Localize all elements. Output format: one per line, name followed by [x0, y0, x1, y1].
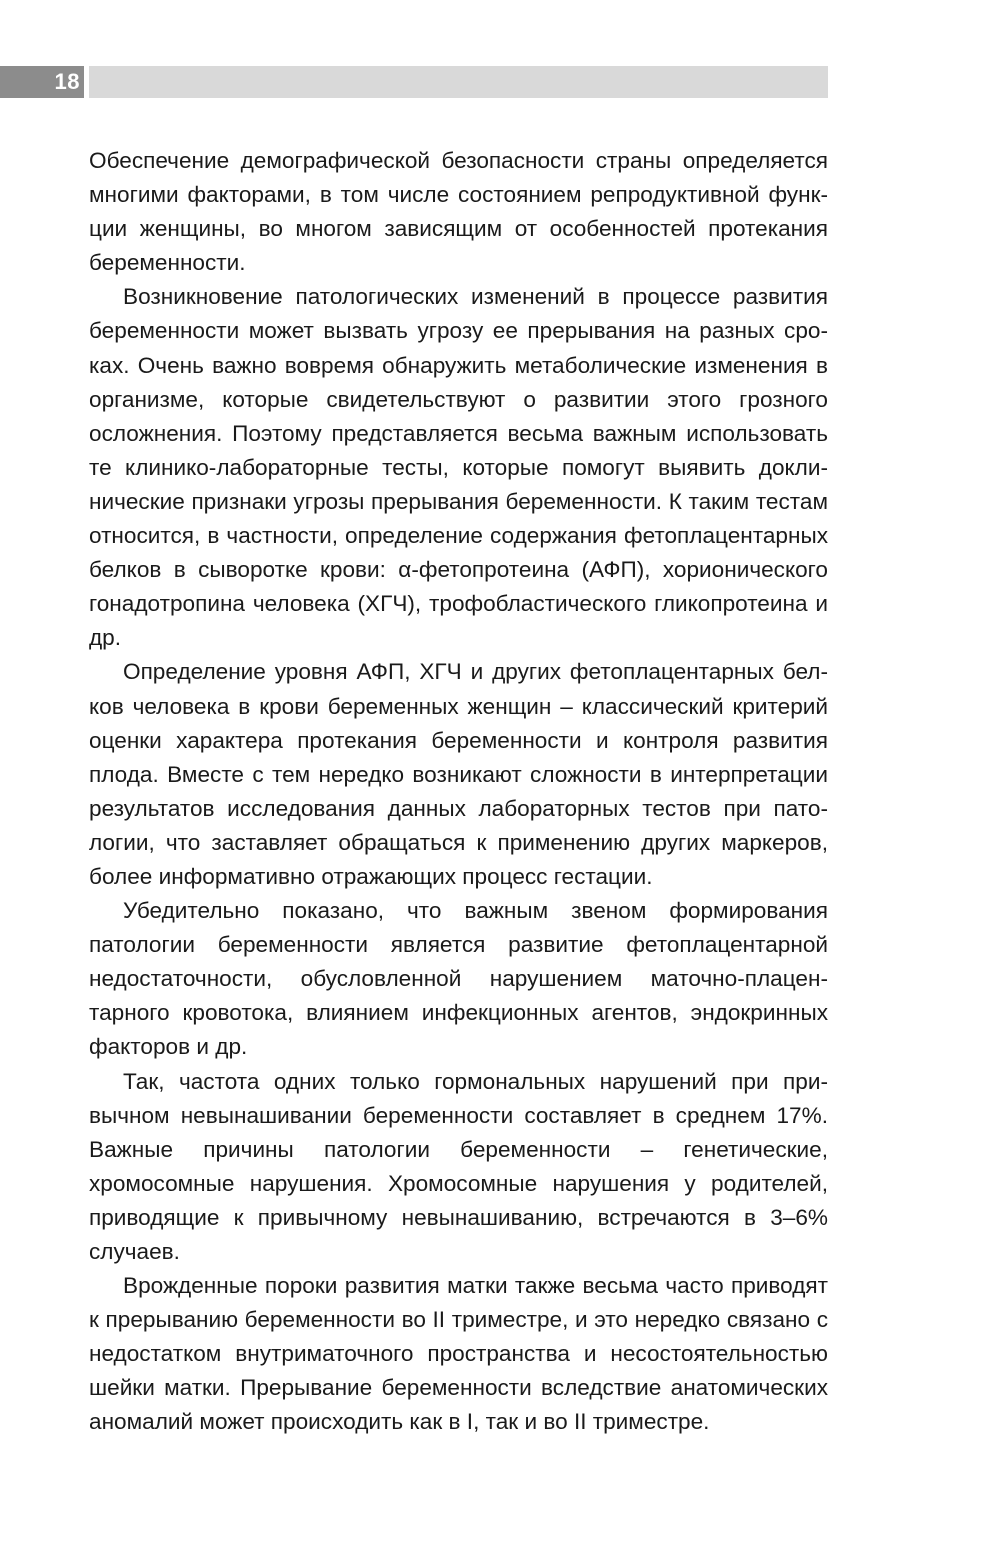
paragraph-6: Врожденные пороки развития матки также весьма часто приводят к прерыванию беременности во II триместре, и это нередко связано с недостатком внутриматочного пространства и несостоятельностью шейки матки. Прерывание беременности вследствие анатомических аномалий может происходить как в I, так и во II триместре. — [89, 1273, 828, 1435]
paragraph-2: Возникновение патологических изменений в процессе развития беременности может вызвать угрозу ее прерывания на разных сроках. Очень важно вовремя обнаружить метаболические изменения в организме, которые свидетельствуют о развитии этого грозного осложнения. Поэтому представляется весьма важным использовать те клинико-лабораторные тесты, которые помогут выявить доклинические признаки угрозы прерывания беременности. К таким тестам относится, в частности, определение содержания фетоплацентарных белков в сыворотке крови: α-фетопротеина (АФП), хорионического гонадотропина человека (ХГЧ), трофобластического гликопротеина и др. — [89, 284, 828, 651]
paragraph-3: Определение уровня АФП, ХГЧ и других фетоплацентарных белков человека в крови беременных женщин – классический критерий оценки характера протекания беременности и контроля развития плода. Вместе с тем нередко возникают сложности в интерпретации результатов исследования данных лабораторных тестов при патологии, что заставляет обращаться к применению других маркеров, более информативно отражающих процесс гестации. — [89, 659, 828, 889]
paragraph-4: Убедительно показано, что важным звеном формирования патологии беременности является развитие фетоплацентарной недостаточности, обусловленной нарушением маточно-плацентарного кровотока, влиянием инфекционных агентов, эндокринных факторов и др. — [89, 898, 828, 1060]
header-bar — [89, 66, 828, 98]
paragraph-5: Так, частота одних только гормональных нарушений при привычном невынашивании беременности составляет в среднем 17%. Важные причины патологии беременности – генетические, хромосомные нарушения. Хромосомные нарушения у родителей, приводящие к привычному невынашиванию, встречаются в 3–6% случаев. — [89, 1068, 828, 1264]
page-body — [89, 144, 828, 1440]
page-number-box — [0, 66, 84, 98]
paragraph-1: Обеспечение демографической безопасности страны определяется многими факторами, в том числе состоянием репродуктивной функции женщины, во многом зависящим от особенностей протекания беременности. — [89, 148, 828, 276]
page-number: 18 — [54, 69, 80, 94]
page-header — [0, 66, 828, 98]
